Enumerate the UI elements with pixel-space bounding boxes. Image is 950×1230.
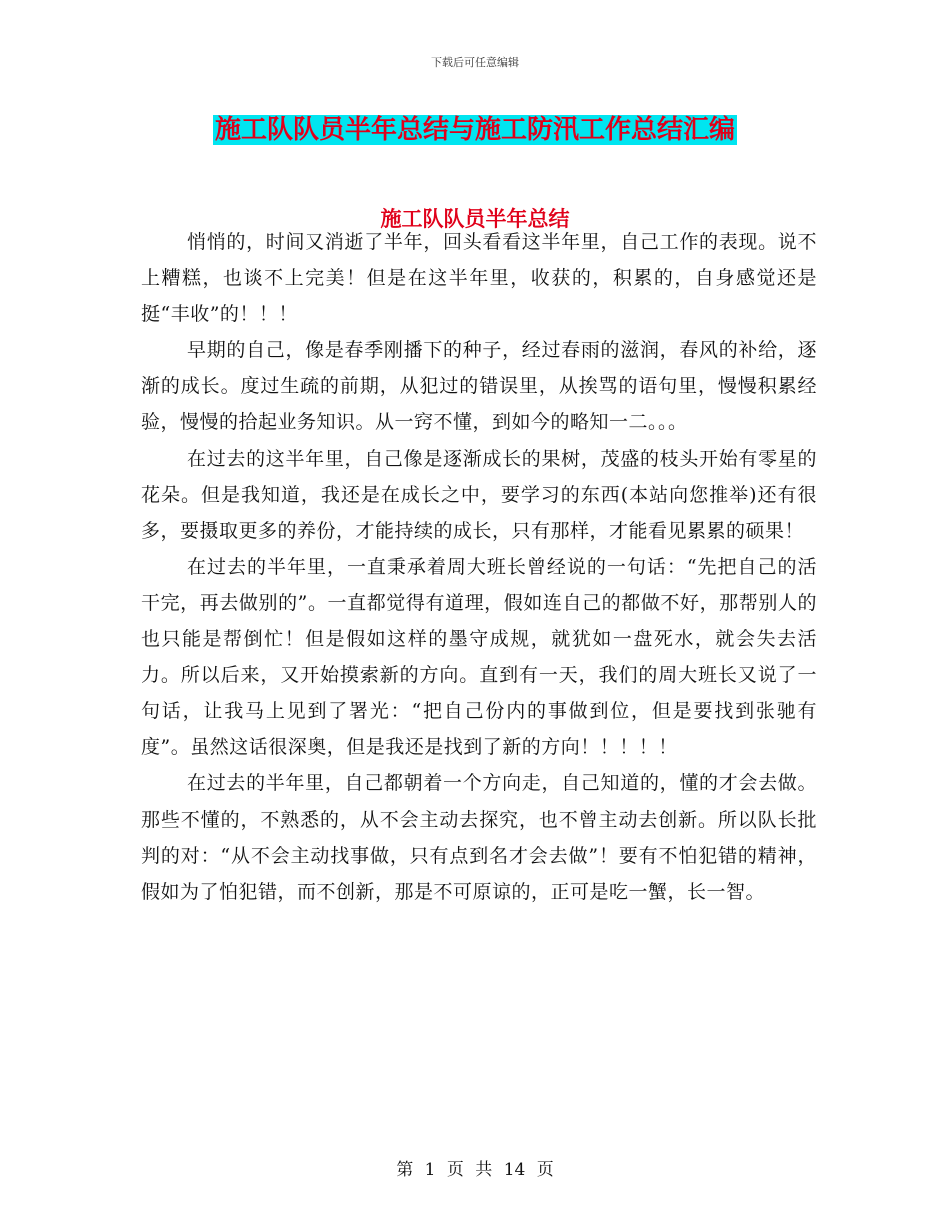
paragraph: 在过去的半年里，自己都朝着一个方向走，自己知道的，懂的才会去做。那些不懂的，不熟悉的，从不会主动去探究，也不曾主动去创新。所以队长批判的对：“从不会主动找事做，只有点到名才会去做”！要有不怕犯错的精神，假如为了怕犯错，而不创新，那是不可原谅的，正可是吃一蟹，长一智。 [141,772,817,903]
body-text [141,224,817,910]
page-footer: 第 1 页 共 14 页 [396,1160,554,1180]
paragraph: 在过去的半年里，一直秉承着周大班长曾经说的一句话：“先把自己的活干完，再去做别的”。一直都觉得有道理，假如连自己的都做不好，那帮别人的也只能是帮倒忙！但是假如这样的墨守成规，就犹如一盘死水，就会失去活力。所以后来，又开始摸索新的方向。直到有一天，我们的周大班长又说了一句话，让我马上见到了署光：“把自己份内的事做到位，但是要找到张驰有度”。虽然这话很深奥，但是我还是找到了新的方向！！！！！ [141,555,817,759]
paragraph: 早期的自己，像是春季刚播下的种子，经过春雨的滋润，春风的补给，逐渐的成长。度过生疏的前期，从犯过的错误里，从挨骂的语句里，慢慢积累经验，慢慢的拾起业务知识。从一窍不懂，到如今的略知一二。。。 [141,339,817,434]
header-note: 下载后可任意编辑 [431,56,519,69]
paragraph: 在过去的这半年里，自己像是逐渐成长的果树，茂盛的枝头开始有零星的花朵。但是我知道，我还是在成长之中，要学习的东西(本站向您推举)还有很多，要摄取更多的养份，才能持续的成长，只有那样，才能看见累累的硕果！ [141,447,817,542]
section-title: 施工队队员半年总结 [380,207,570,231]
document-title [0,113,950,147]
paragraph: 悄悄的，时间又消逝了半年，回头看看这半年里，自己工作的表现。说不上糟糕，也谈不上完美！但是在这半年里，收获的，积累的，自身感觉还是挺“丰收”的！！！ [141,231,817,326]
document-title-text: 施工队队员半年总结与施工防汛工作总结汇编 [214,115,735,145]
